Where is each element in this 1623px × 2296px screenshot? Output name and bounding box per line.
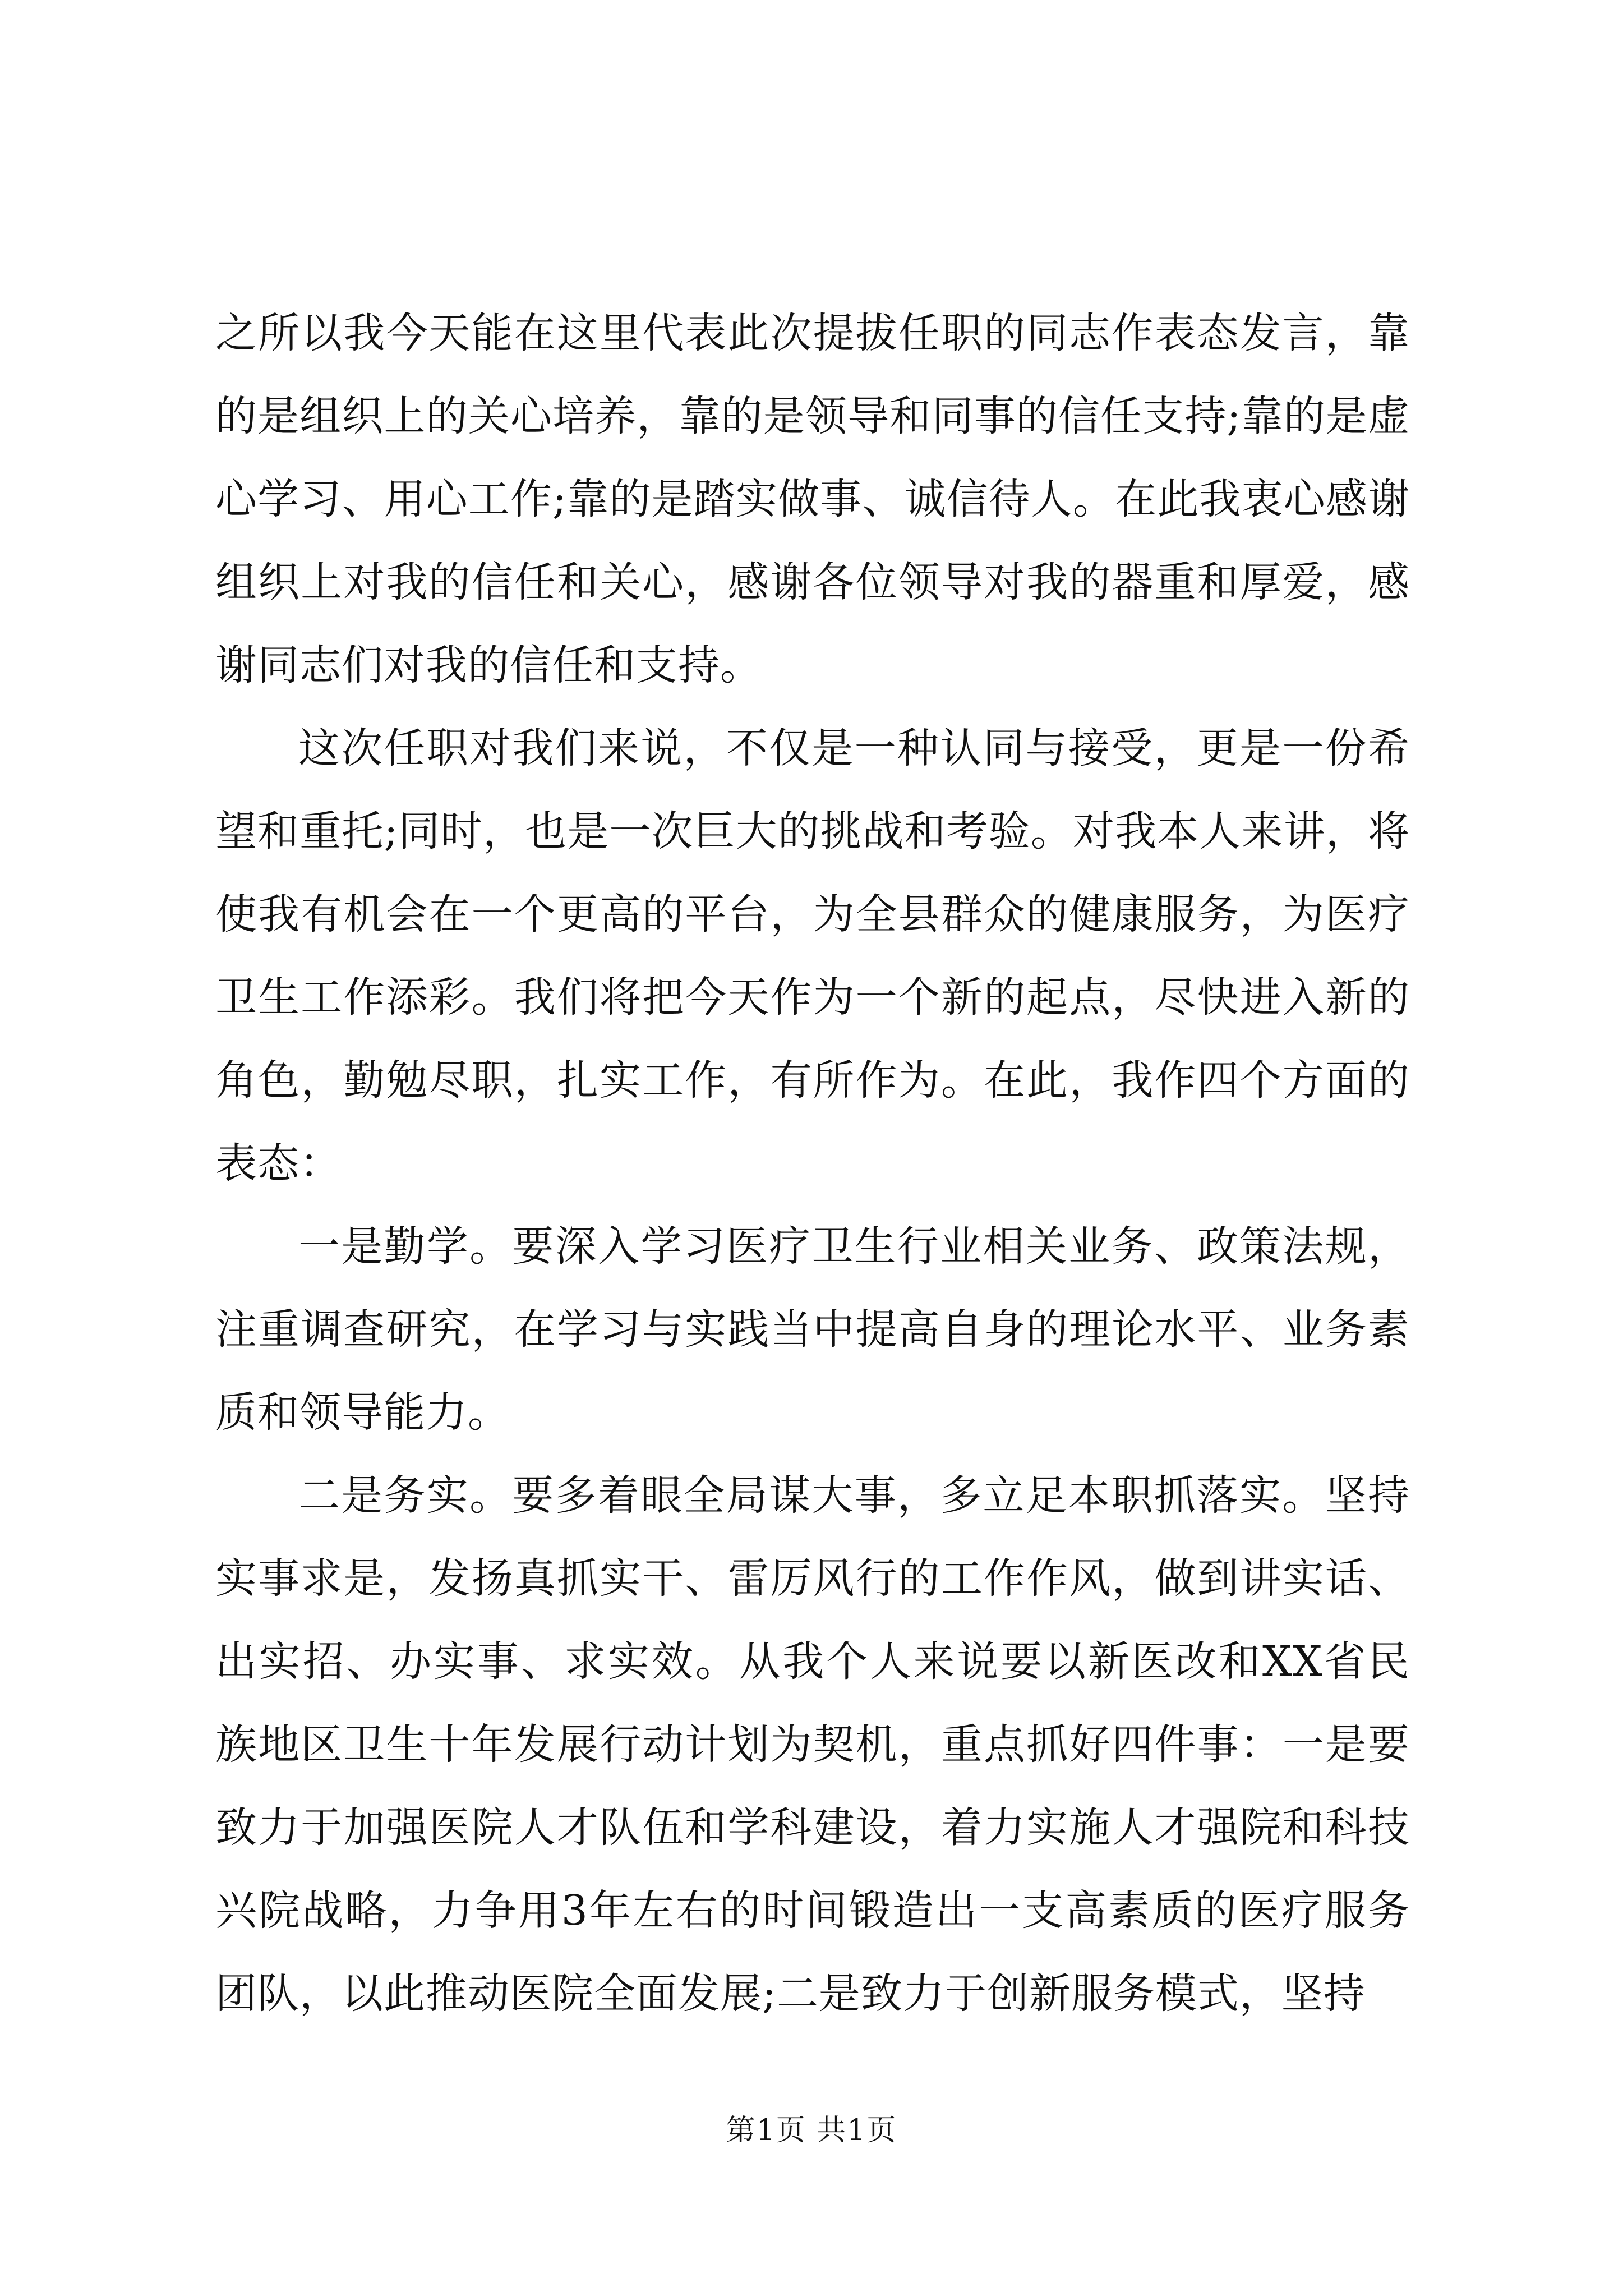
paragraph-1: 之所以我今天能在这里代表此次提拔任职的同志作表态发言，靠的是组织上的关心培养，靠的是领导和同事的信任支持;靠的是虚心学习、用心工作;靠的是踏实做事、诚信待人。在此我衷心感谢组织上对我的信任和关心，感谢各位领导对我的器重和厚爱，感谢同志们对我的信任和支持。 <box>215 309 1410 689</box>
document-body <box>215 292 1410 2035</box>
paragraph-3: 一是勤学。要深入学习医疗卫生行业相关业务、政策法规，注重调查研究，在学习与实践当中提高自身的理论水平、业务素质和领导能力。 <box>215 1222 1410 1437</box>
paragraph-4: 二是务实。要多着眼全局谋大事，多立足本职抓落实。坚持实事求是，发扬真抓实干、雷厉风行的工作作风，做到讲实话、出实招、办实事、求实效。从我个人来说要以新医改和XX省民族地区卫生十年发展行动计划为契机，重点抓好四件事：一是要致力于加强医院人才队伍和学科建设，着力实施人才强院和科技兴院战略，力争用3年左右的时间锻造出一支高素质的医疗服务团队，以此推动医院全面发展;二是致力于创新服务模式，坚持 <box>215 1471 1410 2018</box>
page-footer: 第1页 共1页 <box>726 2114 897 2147</box>
paragraph-2: 这次任职对我们来说，不仅是一种认同与接受，更是一份希望和重托;同时，也是一次巨大的挑战和考验。对我本人来讲，将使我有机会在一个更高的平台，为全县群众的健康服务，为医疗卫生工作添彩。我们将把今天作为一个新的起点，尽快进入新的角色，勤勉尽职，扎实工作，有所作为。在此，我作四个方面的表态： <box>215 724 1410 1188</box>
